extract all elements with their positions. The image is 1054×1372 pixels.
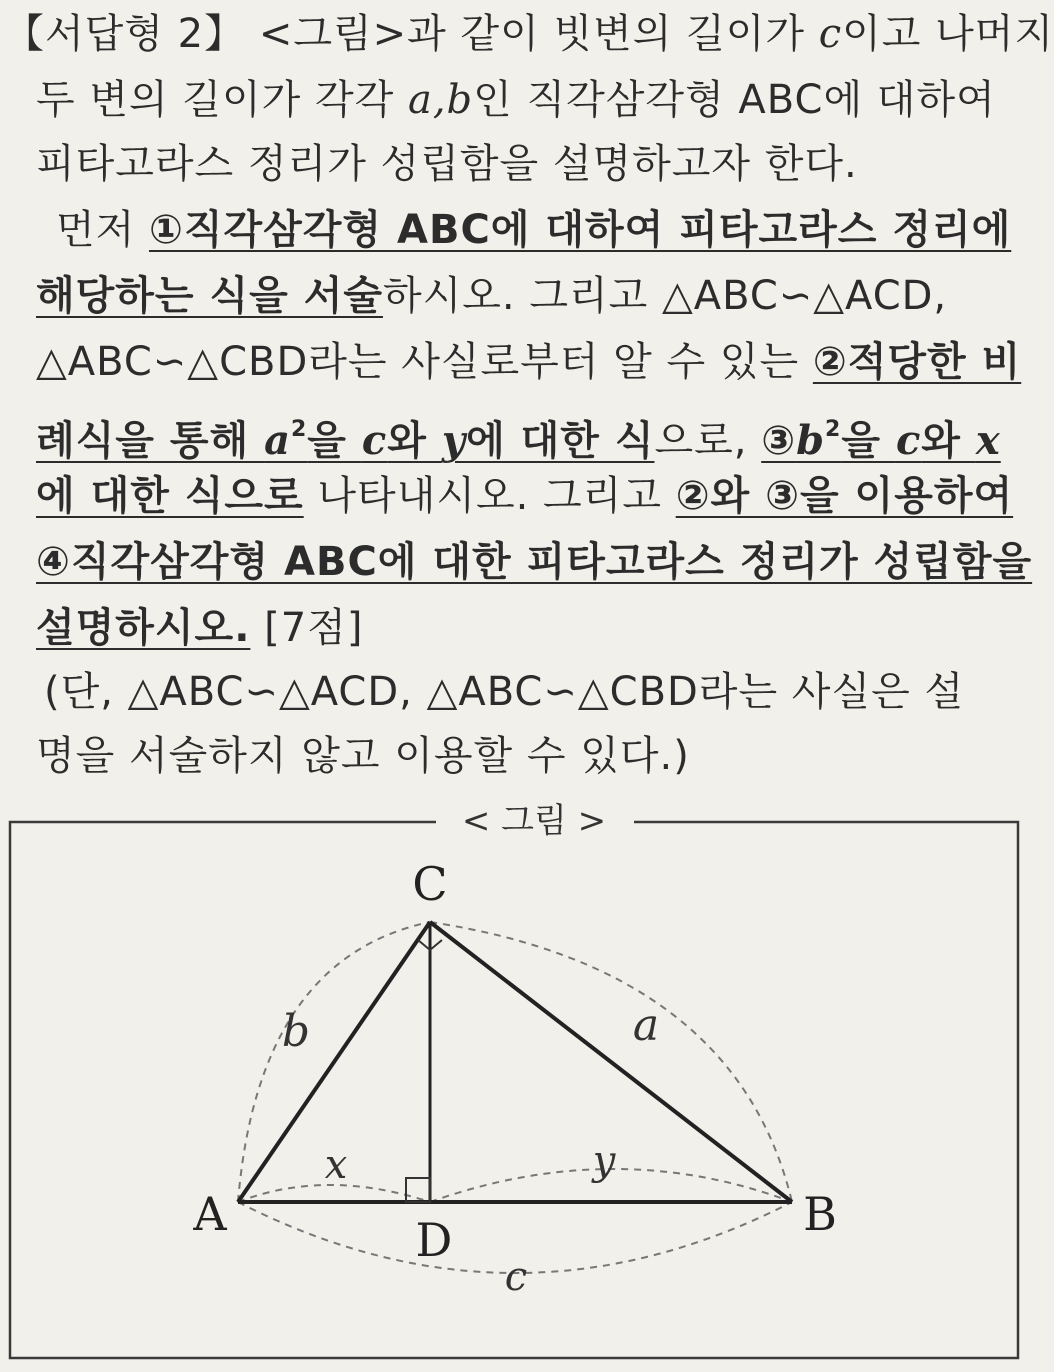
- line-6: △ABC∽△CBD라는 사실로부터 알 수 있는 ②적당한 비: [36, 339, 1022, 385]
- label-y: y: [592, 1138, 616, 1184]
- label-a: a: [632, 1000, 660, 1051]
- line-7: 례식을 통해 $a^2$을 c와 y에 대한 식으로, $③b^2$을 c와 x: [36, 417, 1001, 464]
- line-4: 먼저 ①직각삼각형 ABC에 대하여 피타고라스 정리에: [56, 207, 1012, 253]
- figure-svg: [6, 801, 1022, 1362]
- line-1: 【서답형 2】 <그림>과 같이 빗변의 길이가 c이고 나머지: [4, 11, 1054, 57]
- line-2: 두 변의 길이가 각각 a,b인 직각삼각형 ABC에 대하여: [36, 77, 996, 123]
- label-c: c: [504, 1254, 528, 1300]
- problem-header: 【서답형 2】: [4, 11, 246, 57]
- vertex-c: C: [412, 857, 448, 911]
- vertex-a: A: [193, 1187, 227, 1241]
- vertex-d: D: [415, 1213, 453, 1267]
- note-line-1: (단, △ABC∽△ACD, △ABC∽△CBD라는 사실은 설: [44, 669, 965, 715]
- figure-caption: < 그림 >: [461, 801, 607, 841]
- vertex-b: B: [803, 1187, 837, 1241]
- note-line-2: 명을 서술하지 않고 이용할 수 있다.): [36, 733, 690, 779]
- line-3: 피타고라스 정리가 성립함을 설명하고자 한다.: [36, 141, 858, 187]
- label-x: x: [324, 1142, 348, 1188]
- label-b: b: [281, 1006, 311, 1057]
- line-5: 해당하는 식을 서술하시오. 그리고 △ABC∽△ACD,: [36, 273, 948, 319]
- line-9: ④직각삼각형 ABC에 대한 피타고라스 정리가 성립함을: [36, 539, 1033, 585]
- line-8: 에 대한 식으로 나타내시오. 그리고 ②와 ③을 이용하여: [36, 473, 1014, 519]
- triangle-figure: [6, 801, 1022, 1362]
- line-10: 설명하시오. [7점]: [36, 605, 364, 651]
